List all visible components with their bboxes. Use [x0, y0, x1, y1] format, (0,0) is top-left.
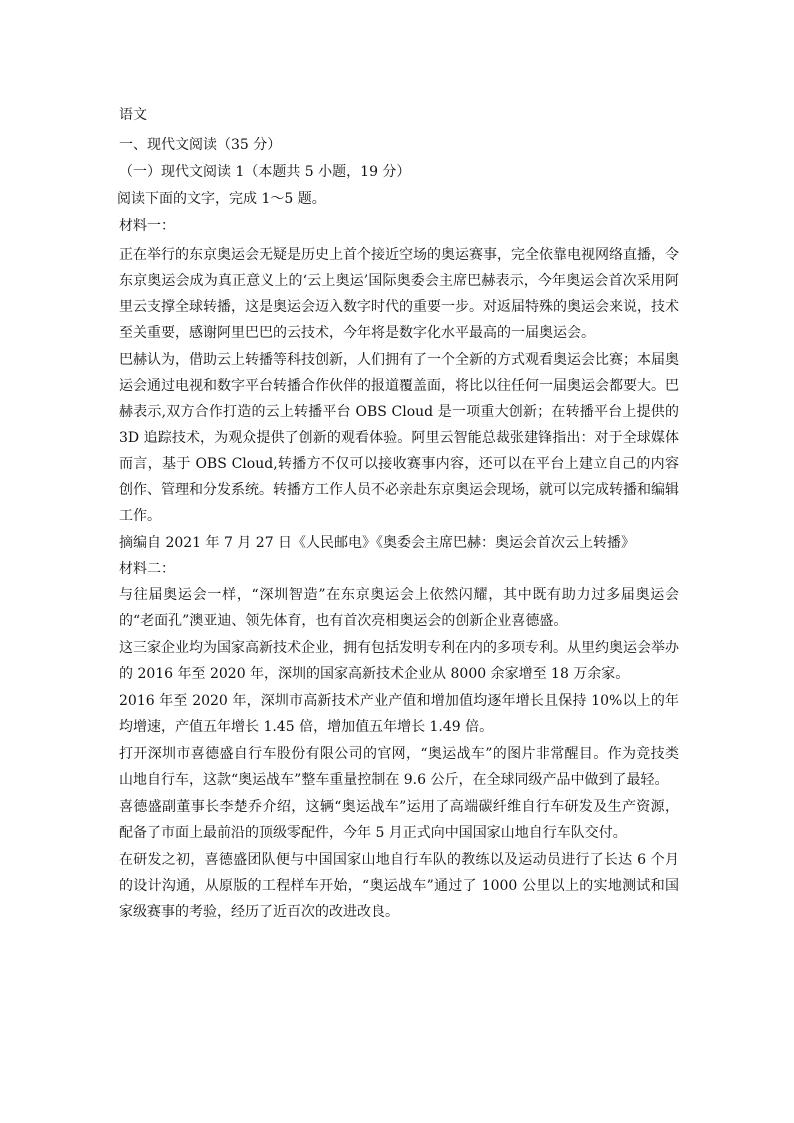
material-one-source: 摘编自 2021 年 7 月 27 日《人民邮电》《奥委会主席巴赫：奥运会首次云上转播》 [119, 535, 636, 551]
material-one-paragraph: 巴赫认为，借助云上转播等科技创新，人们拥有了一个全新的方式观看奥运会比赛；本届奥运会通过电视和数字平台转播合作伙伴的报道覆盖面，将比以往任何一届奥运会都要大。巴赫表示,双方合作打造的云上转播平台 OBS Cloud 是一项重大创新；在转播平台上提供的 3D 追踪技术，为观众提供了创新的观看体验。阿里云智能总裁张建锋指出：对于全球媒体而言，基于 OBS Cloud,转播方不仅可以接收赛事内容，还可以在平台上建立自己的内容创作、管理和分发系统。转播方工作人员不必亲赴东京奥运会现场，就可以完成转播和编辑工作。 [119, 352, 679, 524]
reading-instruction: 阅读下面的文字，完成 1～5 题。 [117, 191, 326, 207]
material-one-heading: 材料一： [119, 218, 175, 234]
material-two-paragraph: 这三家企业均为国家高新技术企业，拥有包括发明专利在内的多项专利。从里约奥运会举办的 2016 年至 2020 年，深圳的国家高新技术企业从 8000 余家增至 18 万余家。 [119, 640, 679, 682]
section-title: 一、现代文阅读（35 分） [119, 137, 282, 153]
exam-page [119, 104, 679, 926]
material-two-paragraph: 喜德盛副董事长李楚乔介绍，这辆“奥运战车”运用了高端碳纤维自行车研发及生产资源，配备了市面上最前沿的顶级零配件，今年 5 月正式向中国国家山地自行车队交付。 [119, 799, 679, 841]
material-two-paragraph: 2016 年至 2020 年，深圳市高新技术产业产值和增加值均逐年增长且保持 10%以上的年均增速，产值五年增长 1.45 倍，增加值五年增长 1.49 倍。 [119, 693, 679, 735]
subsection-title: （一）现代文阅读 1（本题共 5 小题，19 分） [119, 164, 411, 180]
material-one-paragraph: 正在举行的东京奥运会无疑是历史上首个接近空场的奥运赛事，完全依靠电视网络直播，令东京奥运会成为真正意义上的‘云上奥运’国际奥委会主席巴赫表示，今年奥运会首次采用阿里云支撑全球转播，这是奥运会迈入数字时代的重要一步。对返届特殊的奥运会来说，技术至关重要，感谢阿里巴巴的云技术，今年将是数字化水平最高的一届奥运会。 [119, 247, 679, 341]
material-two-paragraph: 打开深圳市喜德盛自行车股份有限公司的官网，“奥运战车”的图片非常醒目。作为竞技类山地自行车，这款“奥运战车”整车重量控制在 9.6 公斤，在全球同级产品中做到了最轻。 [119, 746, 679, 788]
material-two-paragraph: 与往届奥运会一样，“深圳智造”在东京奥运会上依然闪耀，其中既有助力过多届奥运会的“老面孔”澳亚迪、领先体育，也有首次亮相奥运会的创新企业喜德盛。 [119, 587, 679, 629]
material-two-heading: 材料二： [119, 561, 175, 577]
material-two-body [119, 582, 679, 925]
subject-label: 语文 [119, 107, 147, 123]
material-two-paragraph: 在研发之初，喜德盛团队便与中国国家山地自行车队的教练以及运动员进行了长达 6 个月的设计沟通，从原版的工程样车开始，“奥运战车”通过了 1000 公里以上的实地测试和国家级赛事的考验，经历了近百次的改进改良。 [119, 852, 679, 920]
material-one-body [119, 242, 679, 556]
